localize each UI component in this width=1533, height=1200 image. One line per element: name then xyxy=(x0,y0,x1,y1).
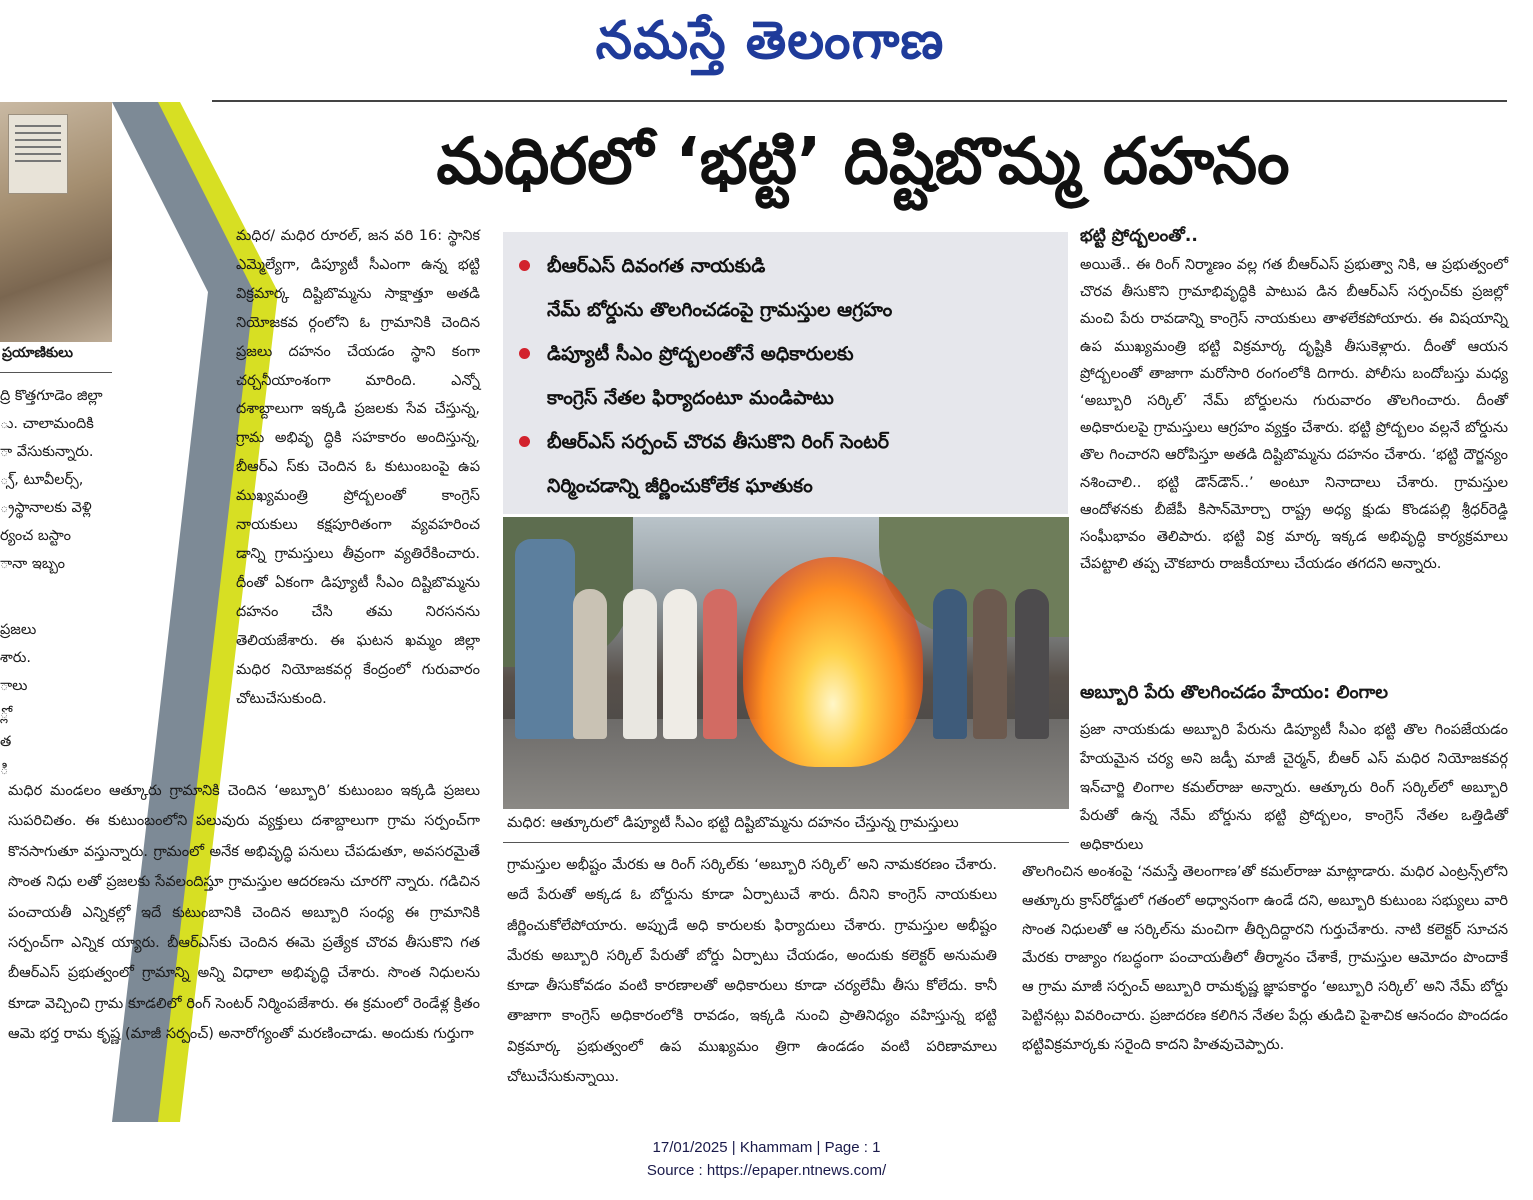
left-strip-line: ాలు xyxy=(0,678,28,694)
highlight-item xyxy=(517,420,1052,464)
left-strip-line: ప్రజలు xyxy=(0,622,37,638)
highlight-item xyxy=(517,464,1052,508)
story-column-board-removal: అయితే.. ఈ రింగ్ నిర్మాణం వల్ల గత బీఆర్ఎస్ ప్రభుత్వా నికి, ఆ ప్రభుత్వంలో చొరవ తీసుకొని గ్రామాభివృద్ధికి పాటుప డిన బీఆర్ఎస్ సర్పంచ్‌కు ప్రజల్లో మంచి పేరు రావడాన్ని కాంగ్రెస్ నాయకులు తాళలేకపోయారు. ఈ విషయాన్ని ఉప ముఖ్యమంత్రి భట్టి విక్రమార్క దృష్టికి తీసుకెళ్లారు. దీంతో ఆయన ప్రోద్బలంతో తాజాగా మరోసారి రంగంలోకి దిగారు. పోలీసు బందోబస్తు మధ్య ‘అబ్బూరి సర్కిల్’ నేమ్ బోర్డులను గురువారం తొలగించారు. దీంతో అధికారులపై గ్రామస్తులు ఆగ్రహం వ్యక్తం చేశారు. భట్టి ప్రోద్బలం వల్లనే బోర్డును తొల గించారని ఆరోపిస్తూ అతడి దిష్టిబొమ్మను దహనం చేశారు. ‘భట్టి దౌర్జన్యం నశించాలి.. భట్టి డౌన్‌డౌన్..’ అంటూ నినాదాలు చేశారు. గ్రామస్తుల ఆందోళనకు బీజేపీ కిసాన్‌మోర్చా రాష్ట్ర అధ్య క్షుడు కొండపల్లి శ్రీధర్‌రెడ్డి సంఘీభావం తెలిపారు. భట్టి విక్ర మార్క ఇక్కడ అభివృద్ధి కార్యక్రమాలు చేపట్టాలి తప్ప చౌకబారు రాజకీయాలు చేయడం తగదని అన్నారు. xyxy=(1080,257,1508,573)
source-link[interactable]: Source : https://epaper.ntnews.com/ xyxy=(646,1162,887,1179)
bullet-icon xyxy=(519,348,530,359)
story-column-lingala-quote: ప్రజా నాయకుడు అబ్బూరి పేరును డిప్యూటీ సీఎం భట్టి తొల గింపజేయడం హేయమైన చర్య అని జడ్పీ మాజీ చైర్మన్, బీఆర్ ఎస్ మధిర నియోజకవర్గ ఇన్‌చార్జి లింగాల కమల్‌రాజు అన్నారు. ఆత్కూరు రింగ్ సర్కిల్‌లో అబ్బూరి పేరుతో ఉన్న నేమ్ బోర్డును భట్టి ప్రోద్బలం, కాంగ్రెస్ నేతల ఒత్తిడితో అధికారులు xyxy=(1080,722,1508,854)
left-strip-line: ి xyxy=(0,762,9,778)
left-strip-line: ానా ఇబ్బం xyxy=(0,556,66,572)
left-strip-line: ద్రి కొత్తగూడెం జిల్లా xyxy=(0,388,103,404)
header-rule xyxy=(212,100,1507,102)
photo-caption-rule xyxy=(503,842,1069,843)
highlight-text: కాంగ్రెస్ నేతల ఫిర్యాదంటూ మండిపాటు xyxy=(547,387,834,409)
page-footer xyxy=(0,1136,1533,1182)
highlight-text: డిప్యూటీ సీఎం ప్రోద్బలంతోనే అధికారులకు xyxy=(547,343,854,365)
highlight-text: బీఆర్ఎస్ దివంగత నాయకుడి xyxy=(547,255,766,277)
highlight-item xyxy=(517,288,1052,332)
bullet-icon xyxy=(519,436,530,447)
highlights-box xyxy=(503,232,1068,514)
bullet-icon xyxy=(519,260,530,271)
left-strip-rule xyxy=(0,372,112,373)
story-column-abburi-family: మధిర మండలం ఆత్కూరు గ్రామానికి చెందిన ‘అబ్బూరి’ కుటుంబం ఇక్కడి ప్రజలు సుపరిచితం. ఈ కుటుంబంలోని పలువురు వ్యక్తులు దశాబ్దాలుగా గ్రామ సర్పంచ్‌గా కొనసాగుతూ వస్తున్నారు. గ్రామంలో అనేక అభివృద్ధి పనులు చేపడుతూ, అవసరమైతే సొంత నిధు లతో ప్రజలకు సేవలందిస్తూ గ్రామస్తుల ఆదరణను చూరగొ న్నారు. గడిచిన పంచాయతీ ఎన్నికల్లో ఇదే కుటుంబానికి చెందిన అబ్బూరి సంధ్య ఈ గ్రామానికి సర్పంచ్‌గా ఎన్నిక య్యారు. బీఆర్ఎస్‌కు చెందిన ఈమె ప్రత్యేక చొరవ తీసుకొని గత బీఆర్ఎస్ ప్రభుత్వంలో గ్రామాన్ని అన్ని విధాలా అభివృద్ధి చేశారు. సొంత నిధులను కూడా వెచ్చించి గ్రామ కూడలిలో రింగ్ సెంటర్ నిర్మింపజేశారు. ఈ క్రమంలో రెండేళ్ల క్రితం ఆమె భర్త రామ కృష్ణ (మాజీ సర్పంచ్) అనారోగ్యంతో మరణించాడు. అందుకు గుర్తుగా xyxy=(8,783,480,1043)
highlight-text: బీఆర్ఎస్ సర్పంచ్ చొరవ తీసుకొని రింగ్ సెంటర్ xyxy=(547,431,890,453)
masthead-logo: నమస్తే తెలంగాణ xyxy=(595,11,945,71)
left-strip-line: శారు. xyxy=(0,650,32,666)
story-column-lingala-continued: తొలగించిన అంశంపై ‘నమస్తే తెలంగాణ’తో కమల్‌రాజు మాట్లాడారు. మధిర ఎంట్రన్స్‌లోని ఆత్కూరు క్రాస్‌రోడ్డులో గతంలో అధ్వానంగా ఉండే దని, అబ్బూరి కుటుంబ సభ్యులు వారి సొంత నిధులతో ఆ సర్కిల్‌ను మంచిగా తీర్చిదిద్దారని గుర్తుచేశారు. నాటి కలెక్టర్ సూచన మేరకు రాజ్యాం గబద్ధంగా పంచాయతీలో తీర్మానం చేశాకే, గ్రామస్తుల ఆమోదం పొందాకే ఆ గ్రామ మాజీ సర్పంచ్ అబ్బూరి రామకృష్ణ జ్ఞాపకార్థం ‘అబ్బూరి సర్కిల్’ అని నేమ్ బోర్డు పెట్టినట్లు వివరించారు. ప్రజాదరణ కలిగిన నేతల పేర్లు తుడిచి పైశాచిక ఆనందం పొందడం భట్టివిక్రమార్కకు సరైంది కాదని హితవుచెప్పారు. xyxy=(1022,864,1508,1053)
left-strip-caption: ప్రయాణికులు xyxy=(2,345,73,361)
photo-caption: మధిర: ఆత్కూరులో డిప్యూటీ సీఎం భట్టి దిష్టిబొమ్మను దహనం చేస్తున్న గ్రామస్తులు xyxy=(507,815,959,831)
highlight-item xyxy=(517,332,1052,376)
news-photo-effigy-burning xyxy=(503,517,1069,809)
left-strip-line: త xyxy=(0,734,12,750)
left-strip-line: ్రస్థానాలకు వెళ్లి xyxy=(0,500,92,516)
sub-heading-bhatti-instigation: భట్టి ప్రోద్బలంతో.. xyxy=(1080,226,1198,246)
left-strip-line: ్లో xyxy=(0,706,9,722)
story-column-intro: మధిర/ మధిర రూరల్, జన వరి 16: స్థానిక ఎమ్మెల్యేగా, డిప్యూటీ సీఎంగా ఉన్న భట్టి విక్రమార్క దిష్టిబొమ్మను సాక్షాత్తూ అతడి నియోజకవ ర్గంలోని ఓ గ్రామానికి చెందిన ప్రజలు దహనం చేయడం స్థాని కంగా చర్చనీయాంశంగా మారింది. ఎన్నో దశాబ్దాలుగా ఇక్కడి ప్రజలకు సేవ చేస్తున్న, గ్రామ అభివృ ద్ధికి సహకారం అందిస్తున్న, బీఆర్ఎ స్‌కు చెందిన ఓ కుటుంబంపై ఉప ముఖ్యమంత్రి ప్రోద్బలంతో కాంగ్రెస్ నాయకులు కక్షపూరితంగా వ్యవహరించ డాన్ని గ్రామస్తులు తీవ్రంగా వ్యతిరేకించారు. దీంతో ఏకంగా డిప్యూటీ సీఎం దిష్టిబొమ్మను దహనం చేసి తమ నిరసనను తెలియజేశారు. ఈ ఘటన ఖమ్మం జిల్లా మధిర నియోజకవర్గ కేంద్రంలో గురువారం చోటుచేసుకుంది. xyxy=(236,228,480,707)
left-strip-line: ర్యంచ బస్టాం xyxy=(0,528,71,544)
headline: మధిరలో ‘భట్టి’ దిష్టిబొమ్మ దహనం xyxy=(436,125,1290,199)
highlight-text: నేమ్ బోర్డును తొలగించడంపై గ్రామస్తుల ఆగ్రహం xyxy=(547,299,893,321)
sub-heading-lingala: అబ్బూరి పేరు తొలగించడం హేయం: లింగాల xyxy=(1080,682,1388,703)
highlight-text: నిర్మించడాన్ని జీర్ణించుకోలేక ఘాతుకం xyxy=(547,475,813,497)
highlight-item xyxy=(517,244,1052,288)
edition-info: 17/01/2025 | Khammam | Page : 1 xyxy=(652,1139,881,1156)
fire-icon xyxy=(743,557,923,767)
left-strip-line: ు. చాలామందికి xyxy=(0,416,94,432)
highlight-item xyxy=(517,376,1052,420)
left-strip-line: ్స్, టూవీలర్స్, xyxy=(0,472,84,488)
left-strip-photo xyxy=(0,102,112,342)
left-strip-line: ా వేసుకున్నారు. xyxy=(0,444,94,460)
story-column-circle-naming: గ్రామస్తుల అభీష్టం మేరకు ఆ రింగ్ సర్కిల్‌కు ‘అబ్బూరి సర్కిల్’ అని నామకరణం చేశారు. అదే పేరుతో అక్కడ ఓ బోర్డును కూడా ఏర్పాటుచే శారు. దీనిని కాంగ్రెస్ నాయకులు జీర్ణించుకోలేపోయారు. అప్పుడే అధి కారులకు ఫిర్యాదులు చేశారు. గ్రామస్తుల అభీష్టం మేరకు అబ్బూరి సర్కిల్ పేరుతో బోర్డు ఏర్పాటు చేయడం, అందుకు కలెక్టర్ అనుమతి కూడా తీసుకోవడం వంటి కారణాలతో అధికారులు కూడా చర్యలేమీ తీసు కోలేదు. కానీ తాజాగా కాంగ్రెస్ అధికారంలోకి రావడం, ఇక్కడి నుంచి ప్రాతినిధ్యం వహిస్తున్న భట్టి విక్రమార్క ప్రభుత్వంలో ఉప ముఖ్యమం త్రిగా ఉండడం వంటి పరిణామాలు చోటుచేసుకున్నాయి. xyxy=(507,857,997,1086)
